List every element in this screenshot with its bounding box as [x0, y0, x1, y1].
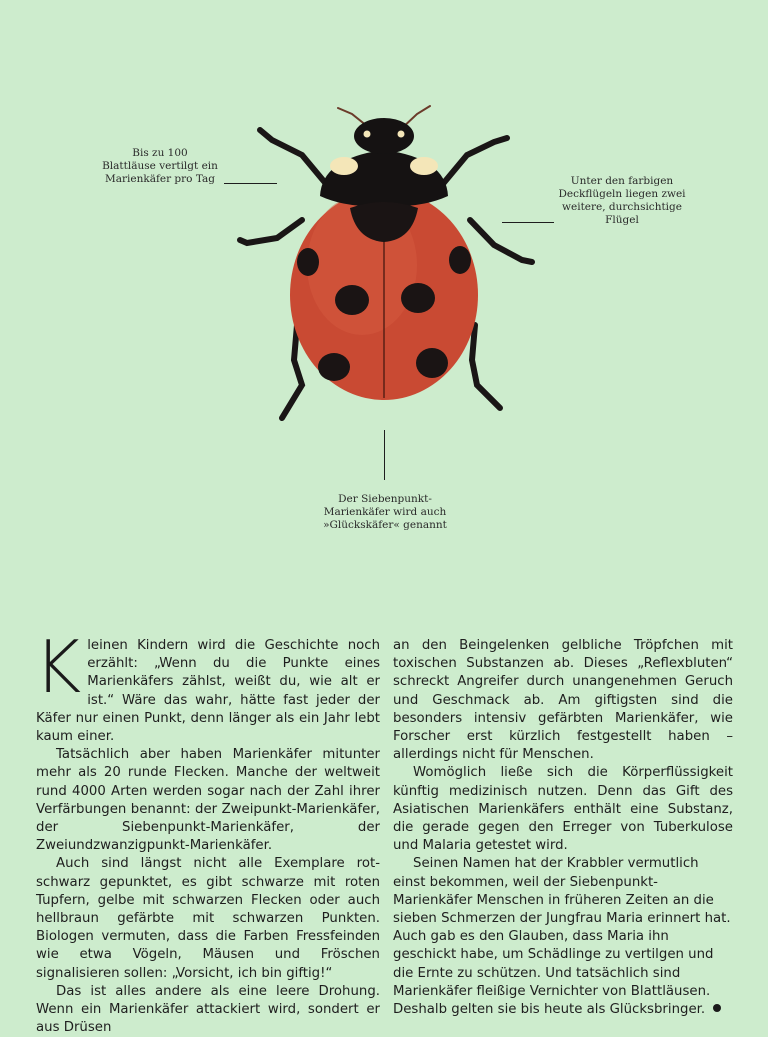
- article-paragraph: Womöglich ließe sich die Körperflüssigkeit künftig medizinisch nutzen. Denn das Gift des Asiatischen Marienkäfers enthält eine Substanz, die gerade gegen den Erreger von Tuberkulose und Malaria getestet wird.: [393, 765, 733, 854]
- caption-line: Flügel: [605, 214, 639, 226]
- caption-line: Deckflügeln liegen zwei: [558, 188, 686, 200]
- caption-pointer-line-bottom: [384, 430, 385, 480]
- caption-wings: [556, 175, 688, 227]
- caption-line: »Glückskäfer« genannt: [323, 519, 447, 531]
- article-column-left: [34, 625, 380, 1037]
- caption-aphids: [96, 147, 224, 186]
- ladybug-head: [354, 118, 414, 154]
- paragraph-text: leinen Kindern wird die Geschichte noch erzählt: „Wenn du die Punkte eines Marienkäfers zählst, weißt du, wie alt er ist.“ Wäre das wahr, hätte fast jeder der Käfer nur einen Punkt, denn länger als ein Jahr lebt kaum einer.: [36, 638, 380, 745]
- article-paragraph: [34, 625, 380, 746]
- article-column-right: [393, 637, 733, 1019]
- article-paragraph: [393, 855, 733, 1019]
- article-paragraph: Auch sind längst nicht alle Exemplare rot-schwarz gepunktet, es gibt schwarze mit roten Tupfern, gelbe mit schwarzen Flecken oder auch hellbraun gefärbte mit schwarzen Punkten. Biologen vermuten, dass die Farben Fressfeinden wie etwa Vögeln, Mäusen und Fröschen signalisieren sollen: „Vorsicht, ich bin giftig!“: [36, 856, 380, 981]
- article-paragraph: an den Beingelenken gelbliche Tröpfchen mit toxischen Substanzen ab. Dieses „Reflexbluten“ schreckt Angreifer durch unangenehmen Geruch und Geschmack ab. Am giftigsten sind die besonders intensiv gefärbten Marienkäfer, wie Forscher erst kürzlich festgestellt haben – allerdings nicht für Menschen.: [393, 638, 733, 763]
- paragraph-text: Seinen Namen hat der Krabbler vermutlich einst bekommen, weil der Siebenpunkt-Marienkäfer Menschen in früheren Zeiten an die sieben Schmerzen der Jungfrau Maria erinnert hat. Auch gab es den Glauben, dass Maria ihn geschickt habe, um Schädlinge zu vertilgen und die Ernte zu schützen. Und tatsächlich sind Marienkäfer fleißige Vernichter von Blattläusen. Deshalb gelten sie bis heute als Glücksbringer.: [393, 856, 731, 1018]
- caption-line: Unter den farbigen: [570, 175, 674, 187]
- caption-line: Bis zu 100: [132, 147, 188, 159]
- article-paragraph: Tatsächlich aber haben Marienkäfer mitunter mehr als 20 runde Flecken. Manche der weltweit rund 4000 Arten werden sogar nach der Zahl ihrer Verfärbungen benannt: der Zweipunkt-Marienkäfer, der Siebenpunkt-Marienkäfer, der Zweiundzwanzigpunkt-Marienkäfer.: [36, 747, 380, 854]
- drop-cap: K: [34, 625, 82, 709]
- caption-line: Marienkäfer pro Tag: [104, 173, 215, 185]
- caption-line: Der Siebenpunkt-: [338, 493, 432, 505]
- article-paragraph: Das ist alles andere als eine leere Drohung. Wenn ein Marienkäfer attackiert wird, sondert er aus Drüsen: [36, 983, 380, 1036]
- caption-gluckskaefer: [314, 493, 456, 532]
- caption-line: Blattläuse vertilgt ein: [102, 160, 218, 172]
- caption-line: weitere, durchsichtige: [562, 201, 682, 213]
- end-mark-icon: [713, 1004, 721, 1012]
- caption-line: Marienkäfer wird auch: [323, 506, 447, 518]
- ladybug-illustration: [232, 100, 542, 430]
